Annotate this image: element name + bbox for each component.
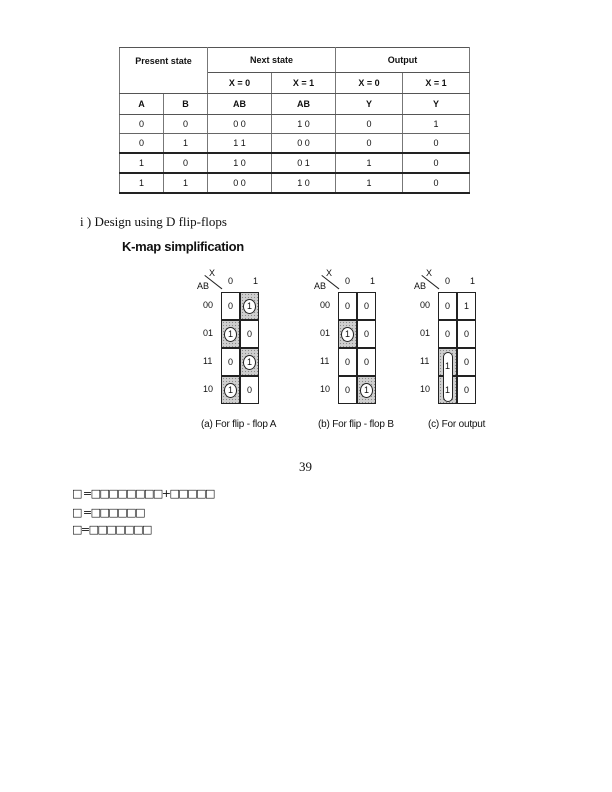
kmap-row-label: 11: [420, 356, 430, 366]
state-table: [119, 47, 470, 194]
cell-y-x1: 0: [403, 153, 470, 173]
cell-y-x0: 1: [336, 173, 403, 193]
kmap-row-label: 10: [320, 384, 331, 394]
kmap-group-oval: 1: [243, 299, 256, 314]
header-next-state: Next state: [208, 48, 336, 73]
kmap-var-ab: AB: [197, 281, 210, 291]
kmap-output: [414, 266, 494, 416]
header-col-ab-x0: AB: [208, 94, 272, 115]
kmap-col-label: 1: [370, 276, 376, 286]
kmap-cell: [240, 348, 259, 376]
kmap-var-x: X: [326, 268, 333, 278]
kmap-cell: [221, 376, 240, 404]
kmap-cell: 0: [240, 320, 259, 348]
cell-y-x1: 0: [403, 173, 470, 193]
kmap-var-x: X: [209, 268, 216, 278]
cell-a: 0: [120, 115, 164, 134]
kmap-cell: 0: [240, 376, 259, 404]
cell-next-x0: 0 0: [208, 115, 272, 134]
kmap-caption-b: (b) For flip - flop B: [318, 419, 394, 430]
cell-b: 1: [164, 134, 208, 154]
header-col-y-x0: Y: [336, 94, 403, 115]
kmap-group-oval: 1: [360, 383, 373, 398]
kmap-cell-value: 1: [445, 361, 451, 371]
kmap-cell: [240, 292, 259, 320]
cell-next-x0: 1 0: [208, 153, 272, 173]
kmap-cell: 0: [357, 348, 376, 376]
table-row: [120, 173, 470, 193]
kmap-row-label: 00: [203, 300, 214, 310]
kmap-cell: 0: [221, 292, 240, 320]
kmap-cell: 1: [457, 292, 476, 320]
kmap-cell: 0: [338, 348, 357, 376]
cell-a: 1: [120, 173, 164, 193]
kmap-caption-a: (a) For flip - flop A: [201, 419, 277, 430]
kmap-cell: 0: [221, 348, 240, 376]
header-col-b: B: [164, 94, 208, 115]
table-row: [120, 153, 470, 173]
cell-next-x1: 1 0: [272, 115, 336, 134]
header-out-x0: X = 0: [336, 73, 403, 94]
kmap-row-label: 01: [320, 328, 331, 338]
cell-next-x1: 1 0: [272, 173, 336, 193]
kmap-row-label: 10: [203, 384, 214, 394]
kmap-title: K-map simplification: [122, 239, 244, 254]
cell-y-x0: 0: [336, 134, 403, 154]
kmap-row-label: 11: [320, 356, 330, 366]
kmap-col-label: 0: [345, 276, 351, 286]
kmap-var-x: X: [426, 268, 433, 278]
cell-next-x0: 1 1: [208, 134, 272, 154]
cell-a: 0: [120, 134, 164, 154]
kmap-var-ab: AB: [414, 281, 427, 291]
header-present-state: Present state: [120, 48, 208, 94]
page-number: 39: [299, 459, 312, 474]
header-col-a: A: [120, 94, 164, 115]
kmap-cell: 0: [457, 376, 476, 404]
cell-y-x0: 1: [336, 153, 403, 173]
equation-line: □ =□□□□□□□□+□□□□□: [72, 487, 214, 500]
kmap-col-label: 1: [253, 276, 259, 286]
header-col-ab-x1: AB: [272, 94, 336, 115]
table-row: [120, 134, 470, 154]
kmap-group-oval: 1: [341, 327, 354, 342]
kmap-flip-flop-b: [314, 266, 394, 416]
header-col-y-x1: Y: [403, 94, 470, 115]
cell-b: 1: [164, 173, 208, 193]
kmap-cell: [221, 320, 240, 348]
kmap-cell: 0: [438, 320, 457, 348]
section-heading: i ) Design using D flip-flops: [80, 214, 227, 229]
kmap-row-label: 01: [420, 328, 431, 338]
kmap-col-label: 1: [470, 276, 476, 286]
kmap-row-label: 00: [320, 300, 331, 310]
kmap-flip-flop-a: [197, 266, 277, 416]
kmap-cell: 0: [357, 320, 376, 348]
header-next-x0: X = 0: [208, 73, 272, 94]
kmap-group-oval: 1: [224, 383, 237, 398]
header-output: Output: [336, 48, 470, 73]
kmap-cell: 0: [457, 348, 476, 376]
cell-b: 0: [164, 153, 208, 173]
cell-next-x1: 0 1: [272, 153, 336, 173]
cell-next-x1: 0 0: [272, 134, 336, 154]
kmap-row-label: 11: [203, 356, 213, 366]
kmap-col-label: 0: [445, 276, 451, 286]
equation-line: □ =□□□□□□: [72, 506, 144, 519]
kmap-row-label: 10: [420, 384, 431, 394]
cell-y-x0: 0: [336, 115, 403, 134]
cell-b: 0: [164, 115, 208, 134]
kmap-row-label: 01: [203, 328, 214, 338]
table-row: [120, 115, 470, 134]
header-next-x1: X = 1: [272, 73, 336, 94]
kmap-col-label: 0: [228, 276, 234, 286]
kmap-group-oval: 1: [224, 327, 237, 342]
kmap-cell: 0: [457, 320, 476, 348]
kmap-cell: 0: [357, 292, 376, 320]
cell-y-x1: 1: [403, 115, 470, 134]
cell-y-x1: 0: [403, 134, 470, 154]
header-out-x1: X = 1: [403, 73, 470, 94]
cell-next-x0: 0 0: [208, 173, 272, 193]
cell-a: 1: [120, 153, 164, 173]
equation-line: □=□□□□□□□: [72, 523, 151, 536]
kmap-cell: [357, 376, 376, 404]
kmap-var-ab: AB: [314, 281, 327, 291]
kmap-cell: 0: [438, 292, 457, 320]
kmap-cell: 0: [338, 292, 357, 320]
kmap-cell: [338, 320, 357, 348]
kmap-group-oval: 1: [243, 355, 256, 370]
kmap-caption-c: (c) For output: [428, 419, 486, 430]
kmap-row-label: 00: [420, 300, 431, 310]
kmap-cell-value: 1: [445, 385, 451, 395]
kmap-cell: 0: [338, 376, 357, 404]
